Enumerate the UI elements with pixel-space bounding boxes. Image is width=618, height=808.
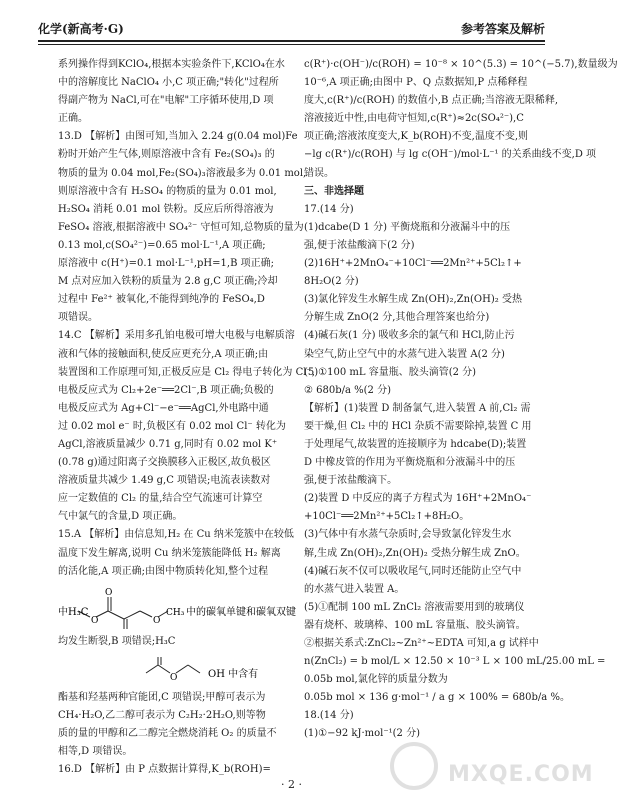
text-line: 中的溶解度比 NaClO₄ 小,C 项正确;"转化"过程所 (58, 77, 279, 89)
text-line: CH₄·H₂O,乙二醇可表示为 C₂H₂·2H₂O,则等物 (58, 709, 266, 721)
text-line: 0.05b mol × 136 g·mol⁻¹ / a g × 100% = 680b/a %。 (304, 692, 570, 704)
text-line: 分解生成 ZnO(2 分,其他合理答案也给分) (304, 312, 490, 324)
text-line: 装置图和工作原理可知,正极反应是 Cl₂ 得电子转化为 Cl⁻, (58, 366, 315, 378)
text-line: ②根据关系式:ZnCl₂~Zn²⁺~EDTA 可知,a g 试样中 (304, 638, 539, 649)
text-line: 酯基和羟基两种官能团,C 项错误;甲醇可表示为 (58, 691, 266, 703)
text-line: 溶液质量共减少 1.49 g,C 项错误;电流表读数对 (58, 475, 271, 487)
text-line: 相等,D 项错误。 (58, 746, 133, 758)
svg-text:O: O (91, 615, 99, 626)
header-subject: 化学(新高考·G) (38, 22, 124, 36)
text-line: (2)16H⁺+2MnO₄⁻+10Cl⁻══2Mn²⁺+5Cl₂↑+ (304, 258, 522, 270)
text-line: 粉时开始产生气体,则原溶液中含有 Fe₂(SO₄)₃ 的 (58, 149, 275, 161)
text-line: 强,便于浓盐酸滴下(2 分) (304, 239, 415, 251)
text-line: ② 680b/a %(2 分) (304, 384, 391, 396)
text-line: 电极反应式为 Cl₂+2e⁻══2Cl⁻,B 项正确;负极的 (58, 384, 274, 396)
glycol-ester-structure (58, 655, 295, 685)
text-line: (3)氯化锌发生水解生成 Zn(OH)₂,Zn(OH)₂ 受热 (304, 294, 522, 306)
text-line: 度大,c(R⁺)/c(ROH) 的数值小,B 点正确;当溶液无限稀释, (304, 95, 559, 107)
text-line: (1)dcabe(D 1 分) 平衡烧瓶和分液漏斗中的压 (304, 221, 511, 233)
text-line: 18.(14 分) (304, 710, 354, 722)
text-line: 于处理尾气,故装置的连接顺序为 hdcabe(D);装置 (304, 438, 527, 450)
text-line: 错误。 (304, 167, 334, 179)
text-line: 系列操作得到KClO₄,根据本实验条件下,KClO₄在水 (58, 59, 285, 70)
text-line: 解,生成 Zn(OH)₂,Zn(OH)₂ 受热分解生成 ZnO。 (304, 547, 526, 559)
text-line: 【解析】(1)装置 D 制备氯气,进入装置 A 前,Cl₂ 需 (304, 402, 531, 414)
text-line: 温度下发生解离,说明 Cu 纳米笼簇能降低 H₂ 解离 (58, 547, 281, 559)
text-line: 均发生断裂,B 项错误;H₃C (58, 635, 176, 647)
text-line: 的活化能,A 项正确;由图中物质转化知,整个过程 (58, 565, 269, 577)
text-line: AgCl,溶液质量减少 0.71 g,同时有 0.02 mol K⁺ (58, 438, 278, 450)
text-line: 10⁻⁶,A 项正确;由图中 P、Q 点数据知,P 点稀释程 (304, 77, 528, 89)
text-line: (1)①−92 kJ·mol⁻¹(2 分) (304, 728, 420, 740)
structure-caption-2: OH 中含有 (208, 668, 259, 680)
svg-text:中H₃C: 中H₃C (58, 606, 89, 618)
text-line: 则原溶液中含有 H₂SO₄ 的物质的量为 0.01 mol, (58, 185, 277, 197)
text-line: 13.D 【解析】由图可知,当加入 2.24 g(0.04 mol)Fe (58, 131, 298, 143)
text-line: 质的量的甲醇和乙二醇完全燃烧消耗 O₂ 的质量不 (58, 728, 277, 739)
header-section: 参考答案及解析 (460, 22, 545, 36)
page-number: · 2 · (281, 778, 302, 791)
text-line: 应一定数值的 Cl₂ 的量,结合空气流速可计算空 (58, 493, 263, 505)
text-line: −lg c(R⁺)/c(ROH) 与 lg c(OH⁻)/mol·L⁻¹ 的关系曲线不变,D 项 (304, 149, 597, 161)
text-line: (5)①配制 100 mL ZnCl₂ 溶液需要用到的玻璃仪 (304, 601, 525, 613)
header-rule (38, 40, 545, 42)
watermark-ring-icon (390, 742, 438, 790)
text-line: 0.05b mol,氯化锌的质量分数为 (304, 674, 448, 686)
text-line: 器有烧杯、玻璃棒、100 mL 容量瓶、胶头滴管。 (304, 619, 526, 631)
text-line: 17.(14 分) (304, 203, 354, 215)
left-column (58, 56, 315, 776)
text-line: 电极反应式为 Ag+Cl⁻−e⁻══AgCl,外电路中通 (58, 402, 269, 414)
oxalate-ester-structure (58, 585, 295, 629)
text-line: D 中橡皮管的作用为平衡烧瓶和分液漏斗中的压 (304, 457, 516, 469)
text-line: 8H₂O(2 分) (304, 276, 359, 288)
page-header (38, 20, 545, 42)
svg-text:O: O (170, 672, 178, 683)
text-line: (5)①100 mL 容量瓶、胶头滴管(2 分) (304, 366, 477, 378)
text-line: 15.A 【解析】由信息知,H₂ 在 Cu 纳米笼簇中在较低 (58, 529, 294, 541)
text-line: 要干燥,但 Cl₂ 中的 HCl 杂质不需要除掉,装置 C 用 (304, 420, 532, 432)
watermark-logo (390, 742, 594, 792)
text-line: FeSO₄ 溶液,根据溶液中 SO₄²⁻ 守恒可知,总物质的量为 (58, 221, 304, 233)
text-line: (3)气体中有水蒸气杂质时,会导致氯化锌发生水 (304, 529, 512, 541)
text-line: 过程中 Fe²⁺ 被氧化,不能得到纯净的 FeSO₄,D (58, 294, 265, 306)
text-line: +10Cl⁻══2Mn²⁺+5Cl₂↑+8H₂O。 (304, 511, 470, 523)
svg-text:CH₃: CH₃ (166, 607, 185, 618)
text-line: 气中氯气的含量,D 项正确。 (58, 511, 183, 523)
text-line: 14.C 【解析】采用多孔铂电极可增大电极与电解质溶 (58, 330, 295, 342)
text-line: (0.78 g)通过阳离子交换膜移入正极区,故负极区 (58, 457, 271, 469)
right-column (304, 56, 618, 768)
text-line: 溶液接近中性,由电荷守恒知,c(R⁺)≈2c(SO₄²⁻),C (304, 113, 524, 125)
watermark-text: MXQE.COM (448, 762, 594, 787)
text-line: H₂SO₄ 消耗 0.01 mol 铁粉。反应后所得溶液为 (58, 203, 274, 215)
text-line: 物质的量为 0.04 mol,Fe₂(SO₄)₃溶液最多为 0.01 mol, (58, 167, 307, 179)
svg-text:O: O (105, 587, 113, 598)
header-rule-thin (38, 44, 545, 45)
text-line: (4)碱石灰不仅可以吸收尾气,同时还能防止空气中 (304, 565, 522, 577)
text-line: 液和气体的接触面积,使反应更充分,A 项正确;由 (58, 348, 269, 360)
text-line: (4)碱石灰(1 分) 吸收多余的氯气和 HCl,防止污 (304, 330, 515, 342)
text-line: 正确。 (58, 113, 88, 125)
text-line: 强,便于浓盐酸滴下。 (304, 475, 398, 487)
text-line: 16.D 【解析】由 P 点数据计算得,K_b(ROH)= (58, 764, 271, 776)
text-line: 0.13 mol,c(SO₄²⁻)=0.65 mol·L⁻¹,A 项正确; (58, 239, 266, 251)
structure-caption: 中的碳氧单键和碳氧双键 (186, 606, 296, 618)
text-line: c(R⁺)·c(OH⁻)/c(ROH) = 10⁻⁸ × 10^(5.3) = 10^(−5.7),数量级为 (304, 59, 618, 70)
svg-text:O: O (153, 615, 161, 626)
text-line: 的水蒸气进入装置 A。 (304, 583, 405, 595)
section-heading: 三、非选择题 (304, 185, 364, 197)
text-line: 染空气,防止空气中的水蒸气进入装置 A(2 分) (304, 348, 505, 360)
text-line: 过 0.02 mol e⁻ 时,负极区有 0.02 mol Cl⁻ 转化为 (58, 420, 286, 432)
text-line: 得副产物为 NaCl,可在"电解"工序循环使用,D 项 (58, 95, 274, 107)
text-line: n(ZnCl₂) = b mol/L × 12.50 × 10⁻³ L × 100 mL/25.00 mL = (304, 656, 606, 668)
text-line: M 点对应加入铁粉的质量为 2.8 g,C 项正确;冷却 (58, 276, 278, 288)
text-line: (2)装置 D 中反应的离子方程式为 16H⁺+2MnO₄⁻ (304, 493, 532, 505)
text-line: 项错误。 (58, 312, 98, 324)
text-line: 原溶液中 c(H⁺)=0.1 mol·L⁻¹,pH=1,B 项正确; (58, 258, 274, 270)
text-line: 项正确;溶液浓度变大,K_b(ROH)不变,温度不变,则 (304, 131, 529, 143)
